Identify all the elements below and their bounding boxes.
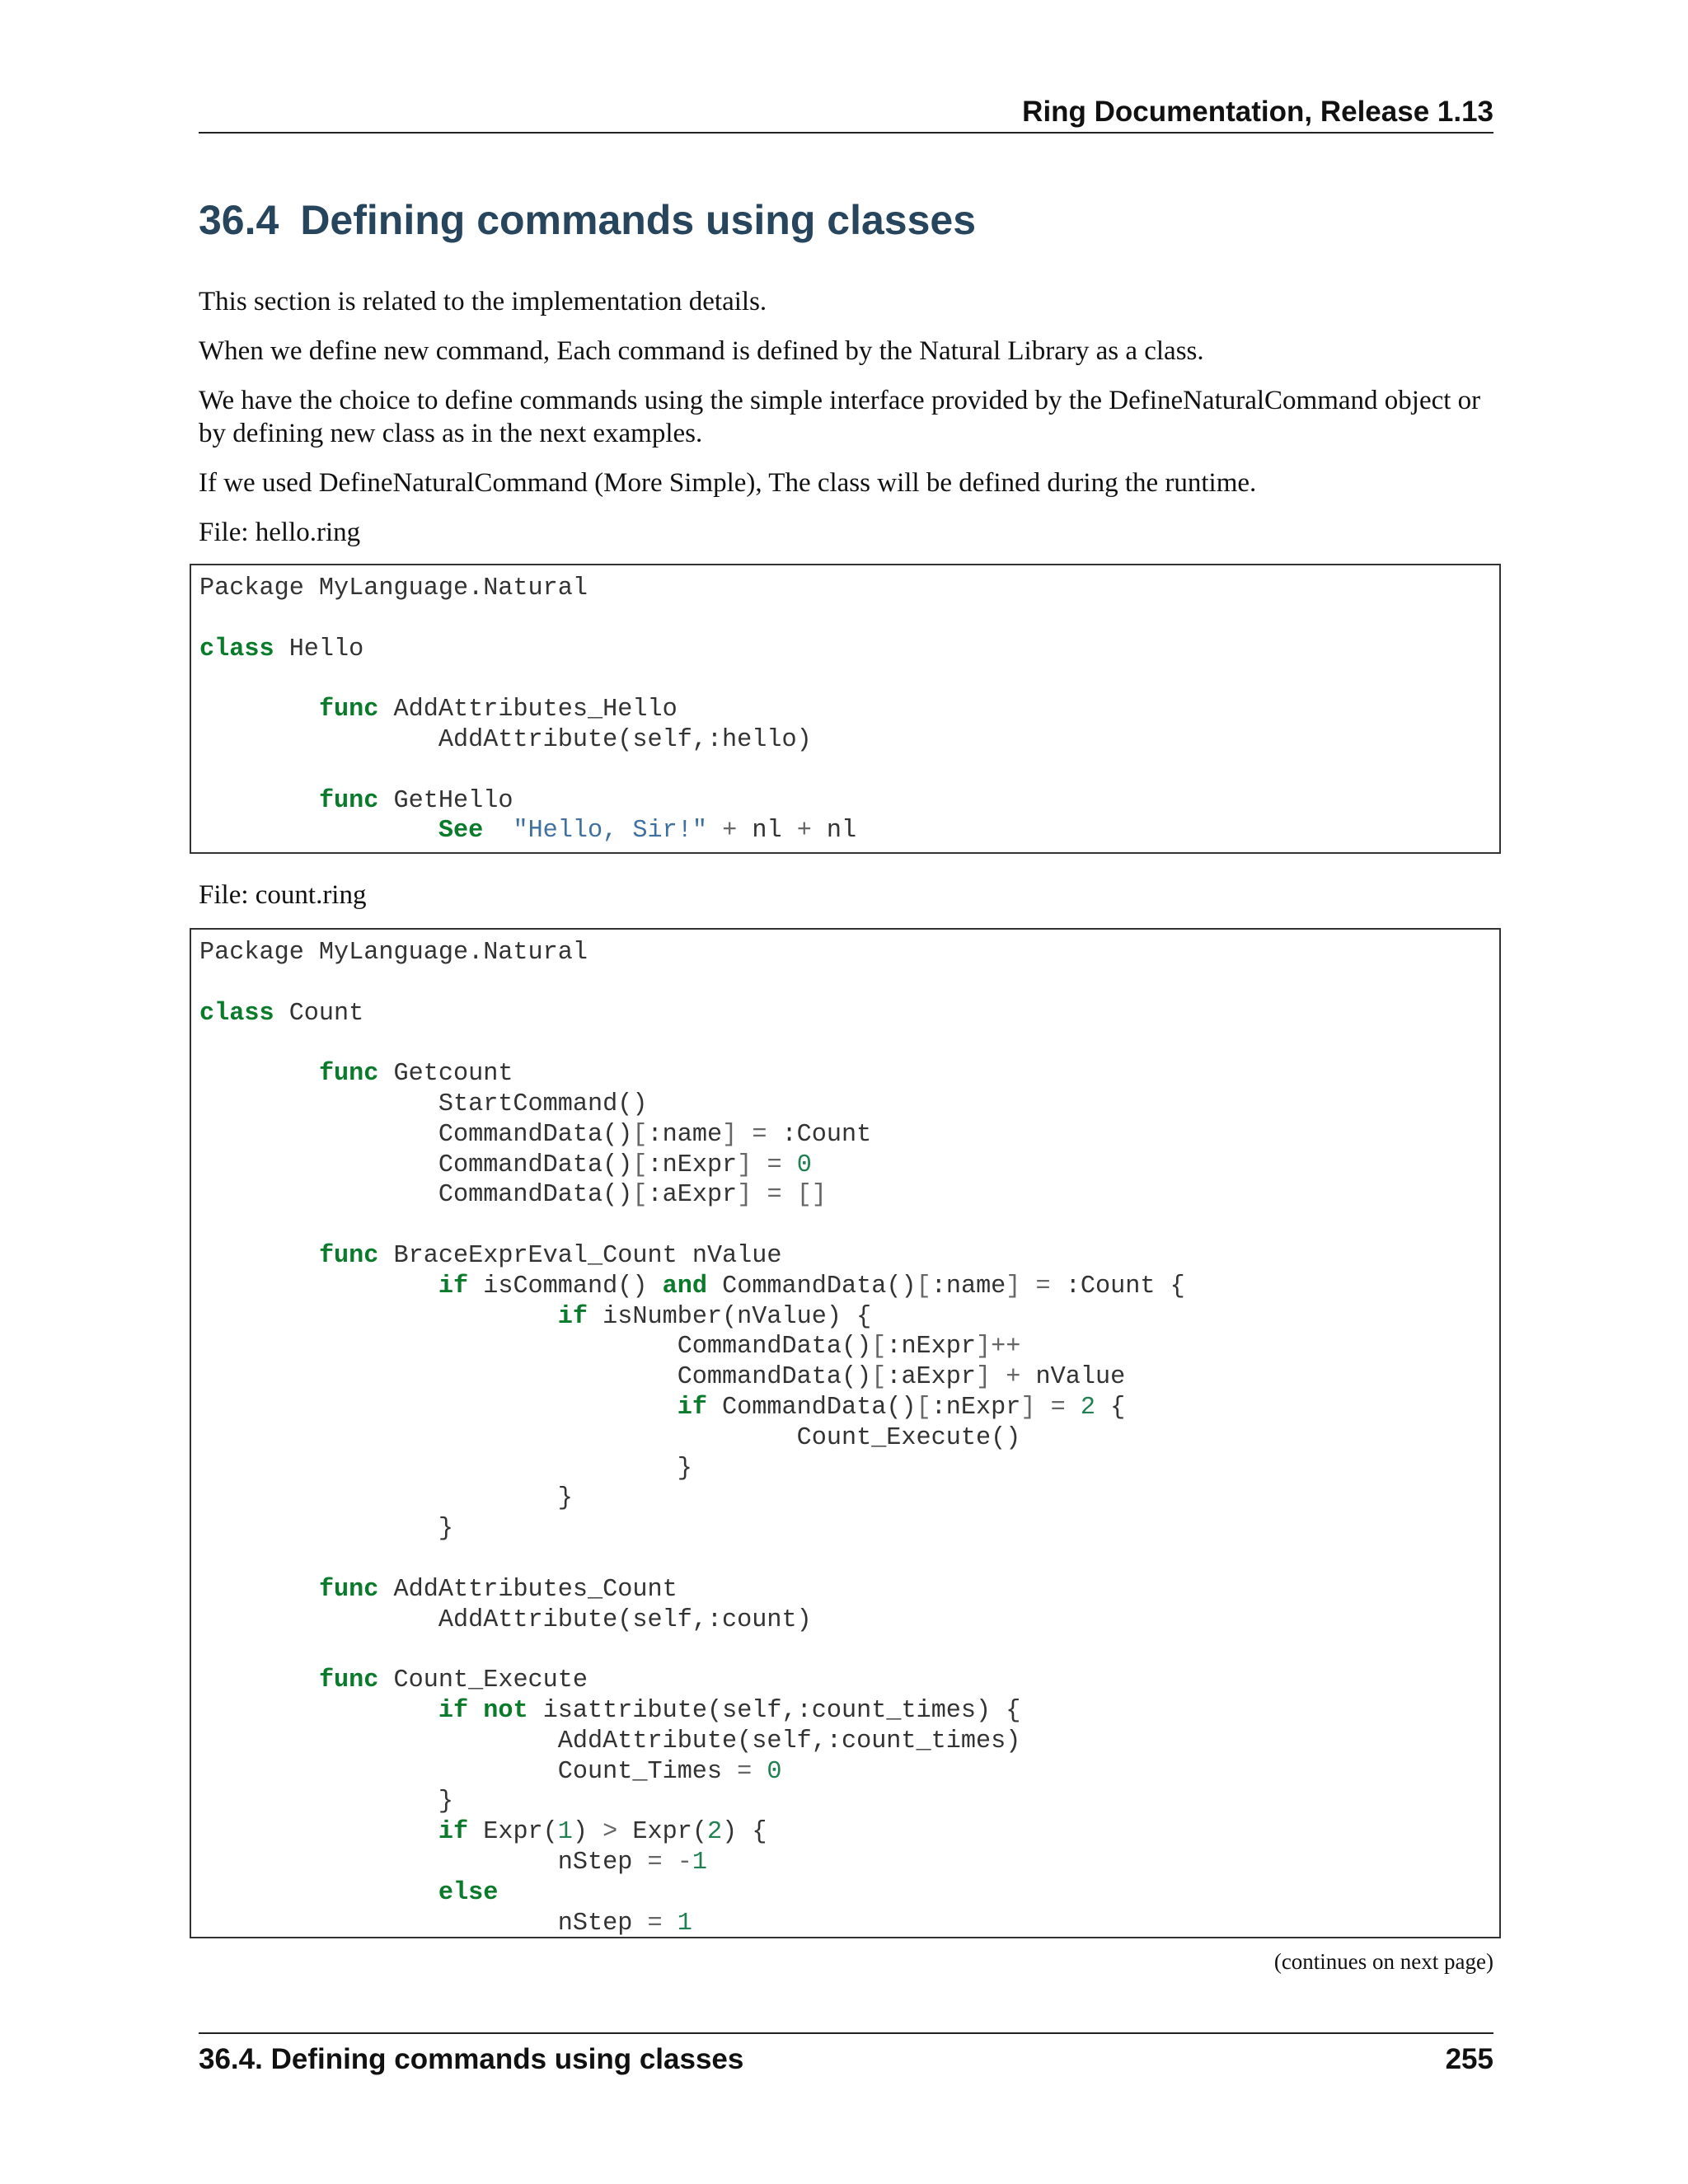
- code-text: Hello: [274, 635, 364, 663]
- code-text: StartCommand(): [199, 1090, 648, 1118]
- code-text: BraceExprEval_Count nValue: [378, 1241, 782, 1270]
- code-text: [199, 1394, 678, 1422]
- code-line: [199, 1484, 573, 1512]
- code-keyword: not: [483, 1696, 528, 1725]
- page-number: 255: [1445, 2043, 1493, 2075]
- code-text: CommandData(): [706, 1393, 917, 1422]
- code-text: Package MyLanguage.Natural: [199, 939, 588, 967]
- code-operator: ]: [722, 1120, 738, 1149]
- code-text: Count: [274, 999, 364, 1028]
- code-text: isattribute(self,:count_times) {: [528, 1696, 1021, 1725]
- code-text: nl: [811, 817, 857, 846]
- code-text: [1020, 1272, 1035, 1301]
- code-operator: ]: [1006, 1272, 1021, 1301]
- code-text: [752, 1758, 767, 1786]
- code-text: nValue: [1020, 1363, 1126, 1392]
- code-text: nl: [737, 817, 797, 846]
- code-text: }: [199, 1484, 573, 1513]
- code-number: 1: [692, 1848, 707, 1877]
- code-text: Package MyLanguage.Natural: [199, 574, 588, 602]
- code-text: :Count: [767, 1120, 872, 1149]
- code-text: }: [199, 1788, 453, 1816]
- code-text: CommandData(): [199, 1181, 633, 1210]
- paragraph-choice: We have the choice to define commands using the simple interface provided by the DefineNaturalCommand object or by defining new class as in the next examples.: [199, 386, 1481, 448]
- code-text: [199, 1303, 558, 1331]
- code-operator: [: [632, 1120, 648, 1149]
- code-text: :aExpr: [886, 1363, 977, 1392]
- code-operator: -: [677, 1848, 692, 1877]
- code-line: [199, 1394, 1125, 1422]
- code-text: :name: [647, 1120, 723, 1149]
- code-text: }: [199, 1454, 692, 1483]
- code-text: AddAttribute(self,:count): [199, 1605, 812, 1634]
- code-operator: =: [752, 1120, 767, 1149]
- continues-note: (continues on next page): [1273, 1949, 1493, 1974]
- code-line: [199, 1788, 453, 1816]
- code-line: [199, 1727, 1020, 1755]
- code-operator: +: [796, 817, 812, 846]
- code-keyword: func: [318, 1666, 379, 1695]
- code-text: isNumber(nValue) {: [588, 1302, 872, 1331]
- code-keyword: class: [199, 999, 274, 1028]
- code-line: [199, 1455, 692, 1483]
- code-operator: ]: [976, 1363, 992, 1392]
- code-number: 2: [1080, 1393, 1096, 1422]
- code-text: [991, 1363, 1006, 1391]
- code-line: [199, 1606, 812, 1634]
- code-line: [199, 1758, 782, 1786]
- code-keyword: func: [318, 786, 379, 815]
- code-operator: =: [767, 1181, 782, 1210]
- code-text: Getcount: [378, 1060, 513, 1089]
- file-label-count: File: count.ring: [199, 880, 367, 910]
- code-line: [199, 1060, 513, 1088]
- code-text: :nExpr: [886, 1333, 977, 1361]
- code-line: [199, 1515, 453, 1543]
- code-number: 2: [706, 1818, 723, 1847]
- code-line: [199, 1666, 588, 1694]
- code-text: [782, 1151, 797, 1179]
- code-operator: ]++: [976, 1333, 1021, 1361]
- code-operator: [: [871, 1363, 887, 1392]
- running-header: [199, 92, 1493, 134]
- code-text: AddAttribute(self,:count_times): [199, 1727, 1021, 1755]
- code-line: [199, 817, 856, 845]
- code-text: :aExpr: [647, 1181, 738, 1210]
- code-operator: =: [1035, 1272, 1051, 1301]
- code-operator: +: [722, 817, 738, 846]
- code-line: [199, 1000, 363, 1028]
- code-keyword: if: [557, 1302, 588, 1331]
- code-keyword: if: [438, 1818, 469, 1847]
- running-header-title: Ring Documentation, Release 1.13: [1022, 96, 1493, 128]
- code-operator: >: [603, 1818, 618, 1847]
- page-footer: [199, 2032, 1493, 2079]
- code-text: :Count {: [1050, 1272, 1185, 1301]
- code-number: 0: [767, 1757, 782, 1786]
- code-text: CommandData(): [199, 1151, 633, 1179]
- code-operator: ]: [737, 1181, 753, 1210]
- code-operator: [: [632, 1151, 648, 1179]
- code-line: [199, 787, 513, 815]
- code-line: [199, 1272, 1185, 1301]
- file-label-hello: File: hello.ring: [199, 518, 361, 547]
- code-number: 1: [677, 1909, 692, 1938]
- code-keyword: func: [318, 696, 379, 724]
- code-operator: =: [647, 1848, 663, 1877]
- code-line: [199, 939, 588, 967]
- code-line: [199, 1090, 647, 1118]
- paragraph-class-definition: When we define new command, Each command is defined by the Natural Library as a class.: [199, 336, 1204, 366]
- code-keyword: if: [438, 1696, 469, 1725]
- code-block-hello: [190, 564, 1501, 854]
- code-text: ): [572, 1818, 603, 1847]
- code-operator: [: [916, 1272, 931, 1301]
- code-text: [199, 1879, 438, 1907]
- code-text: Expr(: [468, 1818, 558, 1847]
- code-text: Count_Times: [199, 1757, 738, 1786]
- code-text: [199, 1242, 319, 1270]
- code-text: GetHello: [378, 786, 513, 815]
- code-line: [199, 1242, 782, 1270]
- code-keyword: func: [318, 1060, 379, 1089]
- section-heading: [199, 191, 976, 249]
- code-listing: [191, 930, 1499, 1938]
- code-text: CommandData(): [199, 1363, 872, 1392]
- code-text: Expr(: [617, 1818, 707, 1847]
- code-operator: [: [916, 1393, 931, 1422]
- code-operator: []: [796, 1181, 827, 1210]
- code-text: AddAttributes_Hello: [378, 696, 678, 724]
- code-keyword: func: [318, 1575, 379, 1604]
- code-string: "Hello, Sir!": [513, 817, 707, 846]
- code-listing: [191, 565, 1499, 846]
- code-text: [199, 787, 319, 815]
- section-number: 36.4: [199, 197, 279, 243]
- code-text: [199, 1272, 438, 1301]
- code-line: [199, 1879, 498, 1907]
- code-operator: =: [737, 1757, 753, 1786]
- code-text: [663, 1910, 678, 1938]
- code-text: [199, 1060, 319, 1088]
- code-operator: =: [767, 1151, 782, 1179]
- code-keyword: See: [438, 817, 484, 846]
- code-keyword: class: [199, 635, 274, 663]
- code-line: [199, 726, 812, 754]
- code-text: [468, 1697, 483, 1725]
- paragraph-intro: This section is related to the implementation details.: [199, 287, 767, 316]
- code-text: [1036, 1394, 1051, 1422]
- code-operator: [: [632, 1181, 648, 1210]
- code-line: [199, 1576, 678, 1604]
- code-text: :nExpr: [931, 1393, 1021, 1422]
- code-text: [1066, 1394, 1081, 1422]
- code-line: [199, 696, 678, 724]
- code-keyword: and: [662, 1272, 707, 1301]
- code-text: CommandData(): [706, 1272, 917, 1301]
- code-text: Count_Execute(): [199, 1423, 1021, 1452]
- code-text: CommandData(): [199, 1333, 872, 1361]
- code-line: [199, 635, 363, 663]
- code-line: [199, 1818, 767, 1846]
- code-text: [752, 1151, 767, 1179]
- code-line: [199, 1697, 1020, 1725]
- code-text: [199, 817, 438, 845]
- code-text: [199, 1818, 438, 1846]
- code-keyword: if: [438, 1272, 469, 1301]
- code-text: nStep: [199, 1909, 648, 1938]
- code-operator: ]: [737, 1151, 753, 1179]
- paragraph-runtime: If we used DefineNaturalCommand (More Simple), The class will be defined during the runtime.: [199, 468, 1257, 498]
- code-text: [782, 1181, 797, 1209]
- code-operator: =: [1050, 1393, 1066, 1422]
- code-text: CommandData(): [199, 1120, 633, 1149]
- code-operator: +: [1006, 1363, 1021, 1392]
- code-text: AddAttribute(self,:hello): [199, 725, 812, 754]
- code-text: [752, 1181, 767, 1209]
- code-operator: ]: [1020, 1393, 1036, 1422]
- code-line: [199, 1424, 1020, 1452]
- code-text: [737, 1121, 752, 1149]
- code-line: [199, 574, 588, 602]
- code-text: [663, 1849, 678, 1877]
- code-line: [199, 1303, 871, 1331]
- code-keyword: if: [677, 1393, 707, 1422]
- code-text: [199, 1666, 319, 1694]
- code-text: Count_Execute: [378, 1666, 588, 1695]
- code-number: 0: [796, 1151, 812, 1179]
- code-keyword: else: [438, 1878, 499, 1907]
- code-text: {: [1095, 1393, 1126, 1422]
- code-block-count: [190, 928, 1501, 1938]
- code-text: }: [199, 1515, 453, 1544]
- code-text: :name: [931, 1272, 1006, 1301]
- code-text: ) {: [722, 1818, 767, 1847]
- code-line: [199, 1121, 871, 1149]
- code-text: [199, 696, 319, 724]
- code-text: [483, 817, 513, 845]
- code-keyword: func: [318, 1241, 379, 1270]
- footer-section-label: 36.4. Defining commands using classes: [199, 2043, 744, 2075]
- code-line: [199, 1151, 812, 1179]
- code-line: [199, 1333, 1020, 1361]
- code-line: [199, 1363, 1125, 1391]
- code-operator: =: [647, 1909, 663, 1938]
- code-text: nStep: [199, 1848, 648, 1877]
- code-text: :nExpr: [647, 1151, 738, 1179]
- code-number: 1: [557, 1818, 573, 1847]
- code-operator: [: [871, 1333, 887, 1361]
- code-text: [199, 1576, 319, 1604]
- code-line: [199, 1849, 707, 1877]
- code-line: [199, 1181, 827, 1209]
- code-text: AddAttributes_Count: [378, 1575, 678, 1604]
- code-text: isCommand(): [468, 1272, 663, 1301]
- code-line: [199, 1910, 692, 1938]
- section-title-text: Defining commands using classes: [300, 197, 977, 243]
- code-text: [707, 817, 722, 845]
- code-text: [199, 1697, 438, 1725]
